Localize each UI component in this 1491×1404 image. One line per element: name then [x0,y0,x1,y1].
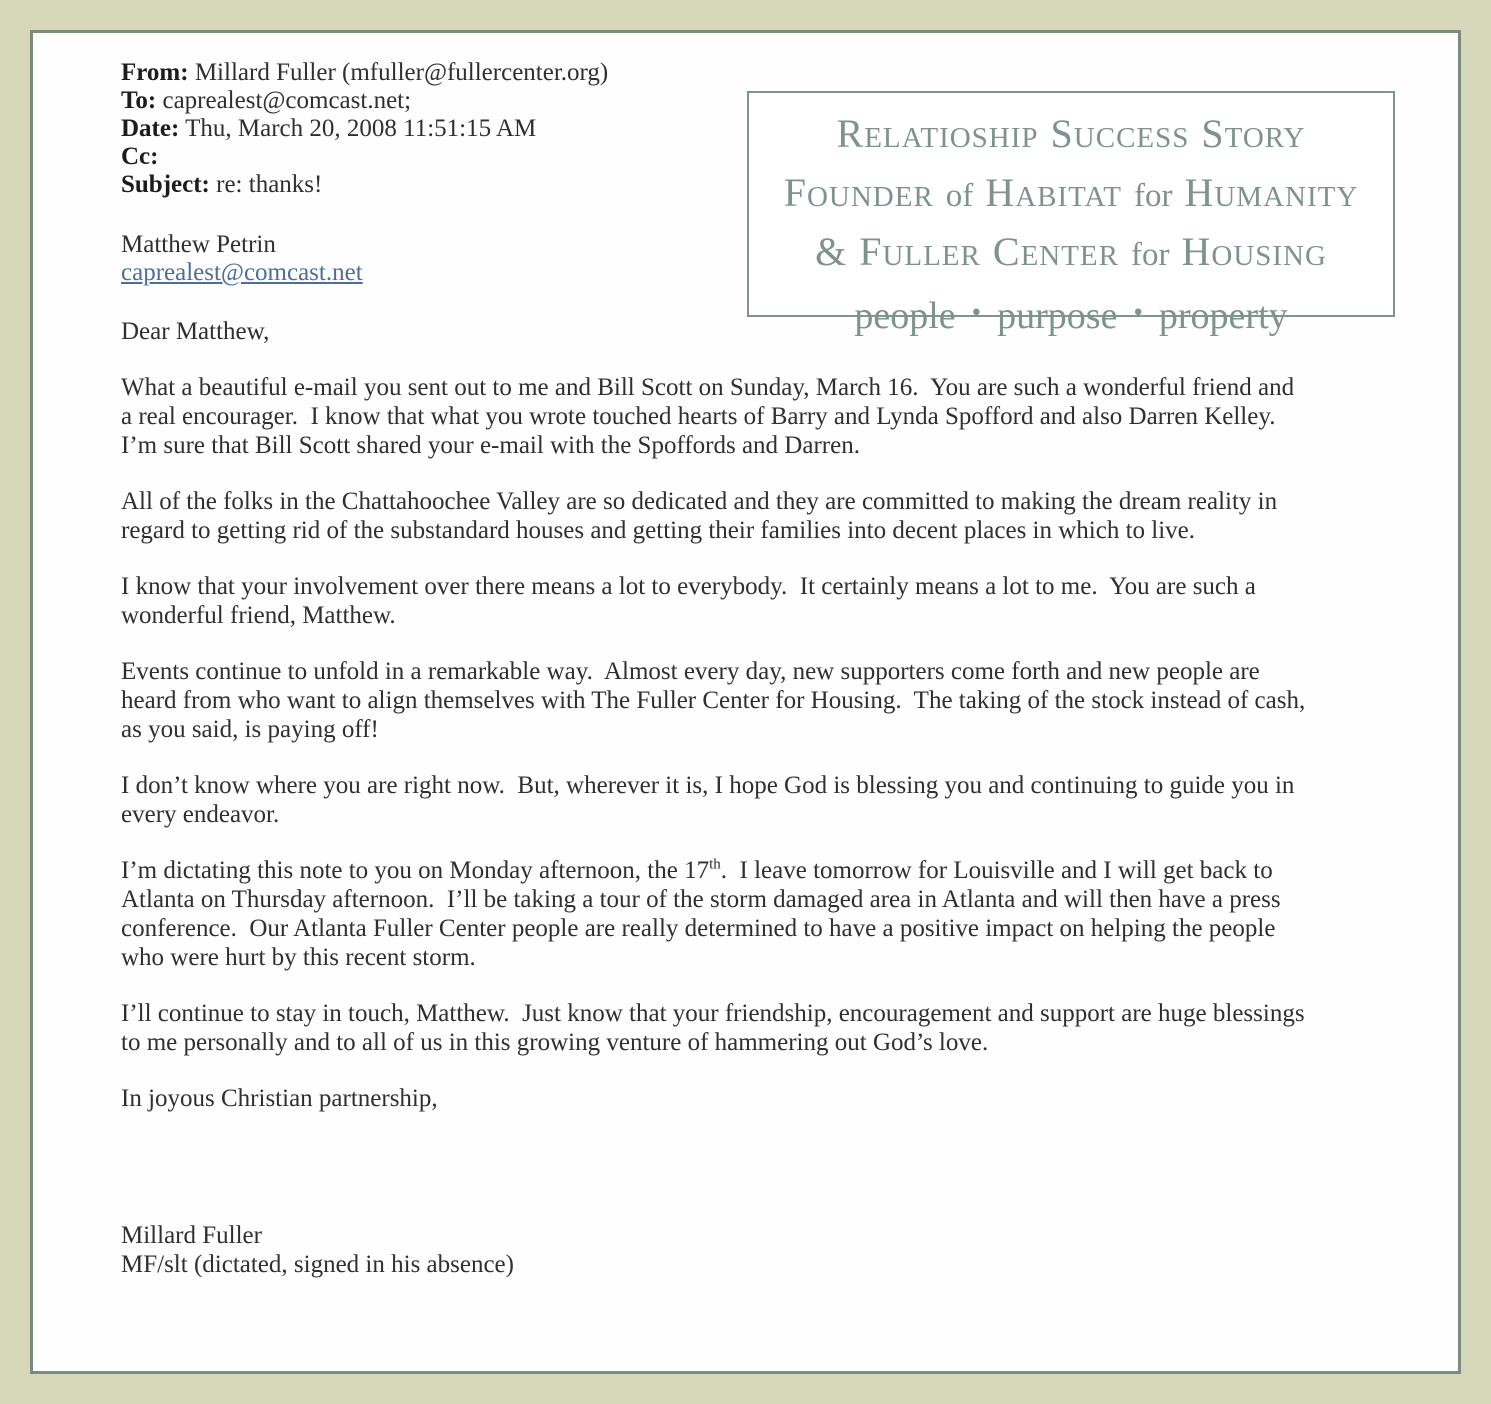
recipient-name: Matthew Petrin [121,231,276,258]
masthead-word: CENTER [992,229,1119,274]
masthead-word: for [1133,178,1173,214]
ordinal-superscript: th [709,856,721,873]
masthead-word: FOUNDER [783,170,934,215]
email-header-field-from [121,59,1308,87]
masthead-word: FULLER [859,229,981,274]
letter-paragraph-7: I’ll continue to stay in touch, Matthew. Just know that your friendship, encouragement and support are huge blessings to me personally and to all of us in this growing venture of hammering out God’s love. [121,1000,1311,1056]
email-header-field-cc [121,143,1308,171]
signature-block [121,1221,1308,1279]
masthead-word: SUCCESS [1050,111,1190,156]
letter-paragraph-3: I know that your involvement over there means a lot to everybody. It certainly means a lot to me. You are such a wonderful friend, Matthew. [121,573,1263,629]
letter-paragraph-5: I don’t know where you are right now. But, wherever it is, I hope God is blessing you and continuing to guide you in every endeavor. [121,772,1301,828]
cc-label: Cc: [121,143,159,170]
subject-label: Subject: [121,171,210,198]
letter-paper [30,30,1461,1374]
tagline-word: purpose [997,295,1118,337]
letter-paragraph-1: What a beautiful e-mail you sent out to me and Bill Scott on Sunday, March 16. You are such a wonderful friend and a real encourager. I know that what you wrote touched hearts of Barry and Lynda Spofford and also Darren Kelley. I’m sure that Bill Scott shared your e-mail with the Spoffords and Darren. [121,374,1301,459]
email-header-field-to [121,87,1308,115]
recipient-block [121,231,1308,287]
masthead-word: RELATIOSHIP [836,111,1039,156]
email-header-block [121,59,1308,199]
salutation: Dear Matthew, [121,318,270,345]
closing-line: In joyous Christian partnership, [121,1085,438,1112]
signature-note: MF/slt (dictated, signed in his absence) [121,1251,514,1278]
signature-name: Millard Fuller [121,1222,262,1249]
letter-paragraph-2: All of the folks in the Chattahoochee Valley are so dedicated and they are committed to making the dream reality in regard to getting rid of the substandard houses and getting their families into decent places in which to live. [121,488,1284,544]
masthead-word: HOUSING [1181,229,1327,274]
recipient-email-link[interactable]: caprealest@comcast.net [121,259,363,286]
bullet-separator-icon: • [971,297,982,327]
from-value: Millard Fuller (mfuller@fullercenter.org) [188,59,609,86]
letter-content [33,33,1458,1371]
masthead-word: HUMANITY [1184,170,1359,215]
masthead-word: HABITAT [985,170,1122,215]
bullet-separator-icon: • [1133,297,1143,327]
email-header-field-subject [121,171,1308,199]
from-label: From: [121,59,189,86]
masthead-word: for [1131,237,1170,273]
date-label: Date: [121,115,180,142]
tagline-word: people [854,295,956,337]
letter-paragraph-6: I’m dictating this note to you on Monday afternoon, the 17th. I leave tomorrow for Louisville and I will get back to Atlanta on Thursday afternoon. I’ll be taking a tour of the storm damaged area in Atlanta and will then have a press conference. Our Atlanta Fuller Center people are really determined to have a positive impact on helping the people who were hurt by this recent storm. [121,856,1287,971]
masthead-word: of [945,178,974,214]
to-value: caprealest@comcast.net; [156,87,412,114]
to-label: To: [121,87,157,114]
masthead-ampersand: & [815,229,848,274]
date-value: Thu, March 20, 2008 11:51:15 AM [179,115,537,142]
letter-paragraph-4: Events continue to unfold in a remarkable way. Almost every day, new supporters come forth and new people are heard from who want to align themselves with The Fuller Center for Housing. The taking of the stock instead of cash, as you said, is paying off! [121,658,1312,743]
subject-value: re: thanks! [209,171,323,198]
tagline-word: property [1158,295,1288,337]
masthead-word: STORY [1201,111,1306,156]
email-header-field-date [121,115,1308,143]
